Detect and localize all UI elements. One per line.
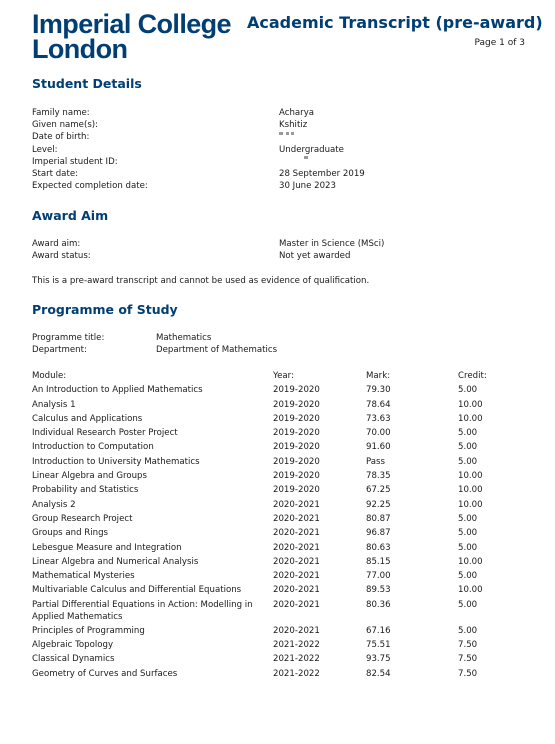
table-row xyxy=(32,571,532,585)
module-mark: 78.35 xyxy=(366,471,391,482)
programme-heading: Programme of Study xyxy=(32,302,178,317)
table-row xyxy=(32,414,532,428)
module-rows xyxy=(32,385,532,683)
student-id-row xyxy=(32,156,532,168)
module-name: An Introduction to Applied Mathematics xyxy=(32,385,203,396)
module-name: Classical Dynamics xyxy=(32,654,115,665)
module-credit: 10.00 xyxy=(458,471,483,482)
field-value: Department of Mathematics xyxy=(156,345,278,356)
module-credit: 5.00 xyxy=(458,385,478,396)
column-header-module: Module: xyxy=(32,371,67,381)
table-row xyxy=(32,626,532,640)
table-row xyxy=(32,485,532,499)
table-row xyxy=(32,528,532,542)
level-row xyxy=(32,144,532,156)
module-name: Lebesgue Measure and Integration xyxy=(32,542,182,553)
module-mark: 93.75 xyxy=(366,654,391,665)
module-year: 2019-2020 xyxy=(273,471,320,482)
module-credit: 10.00 xyxy=(458,556,483,567)
department-row xyxy=(32,344,432,356)
module-name: Individual Research Poster Project xyxy=(32,428,178,439)
module-credit: 5.00 xyxy=(458,442,478,453)
column-header-credit: Credit: xyxy=(458,371,487,381)
field-label: Date of birth: xyxy=(32,132,90,143)
table-row xyxy=(32,669,532,683)
module-credit: 10.00 xyxy=(458,485,483,496)
module-credit: 5.00 xyxy=(458,542,478,553)
table-row xyxy=(32,600,532,626)
module-credit: 5.00 xyxy=(458,599,478,610)
field-label: Department: xyxy=(32,345,87,356)
module-credit: 10.00 xyxy=(458,413,483,424)
programme-title-row xyxy=(32,332,432,344)
award-aim-row xyxy=(32,238,532,250)
document-title: Academic Transcript (pre-award) xyxy=(247,13,543,32)
module-year: 2021-2022 xyxy=(273,640,320,651)
module-mark: 73.63 xyxy=(366,413,391,424)
module-name: Linear Algebra and Numerical Analysis xyxy=(32,556,199,567)
logo-line-2: London xyxy=(32,34,128,64)
module-mark: 92.25 xyxy=(366,499,391,510)
family-name-row xyxy=(32,107,532,119)
module-name: Analysis 2 xyxy=(32,499,76,510)
field-value: Undergraduate xyxy=(279,144,344,155)
pre-award-note: This is a pre-award transcript and cannot be used as evidence of qualification. xyxy=(32,276,370,286)
field-label: Programme title: xyxy=(32,333,105,343)
module-year: 2020-2021 xyxy=(273,625,320,636)
module-name: Groups and Rings xyxy=(32,528,109,539)
field-value: Mathematics xyxy=(156,333,212,343)
module-year: 2020-2021 xyxy=(273,513,320,524)
module-year: 2020-2021 xyxy=(273,499,320,510)
module-credit: 5.00 xyxy=(458,625,478,636)
module-mark: Pass xyxy=(366,456,386,467)
field-label: Imperial student ID: xyxy=(32,156,118,167)
module-name: Group Research Project xyxy=(32,513,133,524)
module-mark: 80.36 xyxy=(366,599,391,610)
module-mark: 85.15 xyxy=(366,556,391,567)
logo-line-1: Imperial College xyxy=(32,9,231,39)
module-name: Analysis 1 xyxy=(32,399,76,410)
award-aim-heading: Award Aim xyxy=(32,208,109,223)
field-label: Family name: xyxy=(32,108,90,118)
module-credit: 7.50 xyxy=(458,654,478,665)
module-name: Multivariable Calculus and Differential Equations xyxy=(32,585,242,596)
module-name: Algebraic Topology xyxy=(32,640,114,651)
module-name: Linear Algebra and Groups xyxy=(32,471,147,482)
module-year: 2019-2020 xyxy=(273,413,320,424)
module-mark: 80.63 xyxy=(366,542,391,553)
module-credit: 10.00 xyxy=(458,585,483,596)
award-status-row xyxy=(32,250,532,262)
module-mark: 77.00 xyxy=(366,571,391,582)
module-year: 2020-2021 xyxy=(273,585,320,596)
module-mark: 80.87 xyxy=(366,513,391,524)
table-row xyxy=(32,428,532,442)
student-details xyxy=(32,107,532,192)
table-row xyxy=(32,640,532,654)
module-credit: 5.00 xyxy=(458,513,478,524)
module-year: 2019-2020 xyxy=(273,428,320,439)
date-of-birth-row xyxy=(32,131,532,143)
module-year: 2019-2020 xyxy=(273,399,320,410)
module-name: Principles of Programming xyxy=(32,625,145,636)
module-year: 2019-2020 xyxy=(273,442,320,453)
module-mark: 82.54 xyxy=(366,668,391,679)
module-credit: 10.00 xyxy=(458,499,483,510)
module-year: 2019-2020 xyxy=(273,385,320,396)
table-row xyxy=(32,543,532,557)
module-year: 2020-2021 xyxy=(273,556,320,567)
module-year: 2021-2022 xyxy=(273,654,320,665)
redacted-value xyxy=(279,128,294,140)
column-header-mark: Mark: xyxy=(366,371,391,381)
table-row xyxy=(32,457,532,471)
module-name: Calculus and Applications xyxy=(32,413,143,424)
module-name: Introduction to Computation xyxy=(32,442,154,453)
module-name: Mathematical Mysteries xyxy=(32,571,135,582)
start-date-row xyxy=(32,168,532,180)
field-value: 30 June 2023 xyxy=(279,181,336,192)
field-value: Not yet awarded xyxy=(279,251,351,262)
module-name: Geometry of Curves and Surfaces xyxy=(32,668,178,679)
column-header-year: Year: xyxy=(273,371,294,381)
module-credit: 5.00 xyxy=(458,571,478,582)
field-value: 28 September 2019 xyxy=(279,168,365,179)
field-value: Kshitiz xyxy=(279,120,308,131)
module-credit: 7.50 xyxy=(458,640,478,651)
module-mark: 96.87 xyxy=(366,528,391,539)
module-mark: 91.60 xyxy=(366,442,391,453)
imperial-logo xyxy=(32,9,231,64)
module-mark: 78.64 xyxy=(366,399,391,410)
table-row xyxy=(32,654,532,668)
completion-date-row xyxy=(32,180,532,192)
module-year: 2020-2021 xyxy=(273,542,320,553)
module-year: 2019-2020 xyxy=(273,456,320,467)
modules-table xyxy=(32,371,532,683)
module-credit: 10.00 xyxy=(458,399,483,410)
module-year: 2021-2022 xyxy=(273,668,320,679)
module-name: Probability and Statistics xyxy=(32,485,139,496)
programme-details xyxy=(32,332,432,356)
table-row xyxy=(32,500,532,514)
table-row xyxy=(32,400,532,414)
module-name: Partial Differential Equations in Action: Modelling in Applied Mathematics xyxy=(32,599,253,622)
field-label: Award status: xyxy=(32,251,91,262)
module-mark: 79.30 xyxy=(366,385,391,396)
table-row xyxy=(32,585,532,599)
module-credit: 5.00 xyxy=(458,528,478,539)
field-value: Master in Science (MSci) xyxy=(279,239,385,249)
table-row xyxy=(32,471,532,485)
module-year: 2020-2021 xyxy=(273,599,320,610)
module-mark: 67.25 xyxy=(366,485,391,496)
student-details-heading: Student Details xyxy=(32,76,142,91)
page-number: Page 1 of 3 xyxy=(474,38,525,48)
field-label: Award aim: xyxy=(32,239,81,249)
module-year: 2020-2021 xyxy=(273,571,320,582)
module-mark: 70.00 xyxy=(366,428,391,439)
module-name: Introduction to University Mathematics xyxy=(32,456,200,467)
module-mark: 67.16 xyxy=(366,625,391,636)
module-year: 2020-2021 xyxy=(273,528,320,539)
modules-table-header xyxy=(32,371,532,385)
table-row xyxy=(32,514,532,528)
field-label: Level: xyxy=(32,144,58,155)
field-value: Acharya xyxy=(279,108,315,118)
field-label: Start date: xyxy=(32,168,78,179)
table-row xyxy=(32,557,532,571)
table-row xyxy=(32,385,532,399)
module-mark: 89.53 xyxy=(366,585,391,596)
field-label: Expected completion date: xyxy=(32,181,148,192)
module-credit: 7.50 xyxy=(458,668,478,679)
award-details xyxy=(32,238,532,262)
module-credit: 5.00 xyxy=(458,428,478,439)
module-mark: 75.51 xyxy=(366,640,391,651)
module-credit: 5.00 xyxy=(458,456,478,467)
redacted-value xyxy=(304,152,308,164)
table-row xyxy=(32,442,532,456)
module-year: 2019-2020 xyxy=(273,485,320,496)
field-label: Given name(s): xyxy=(32,120,99,131)
